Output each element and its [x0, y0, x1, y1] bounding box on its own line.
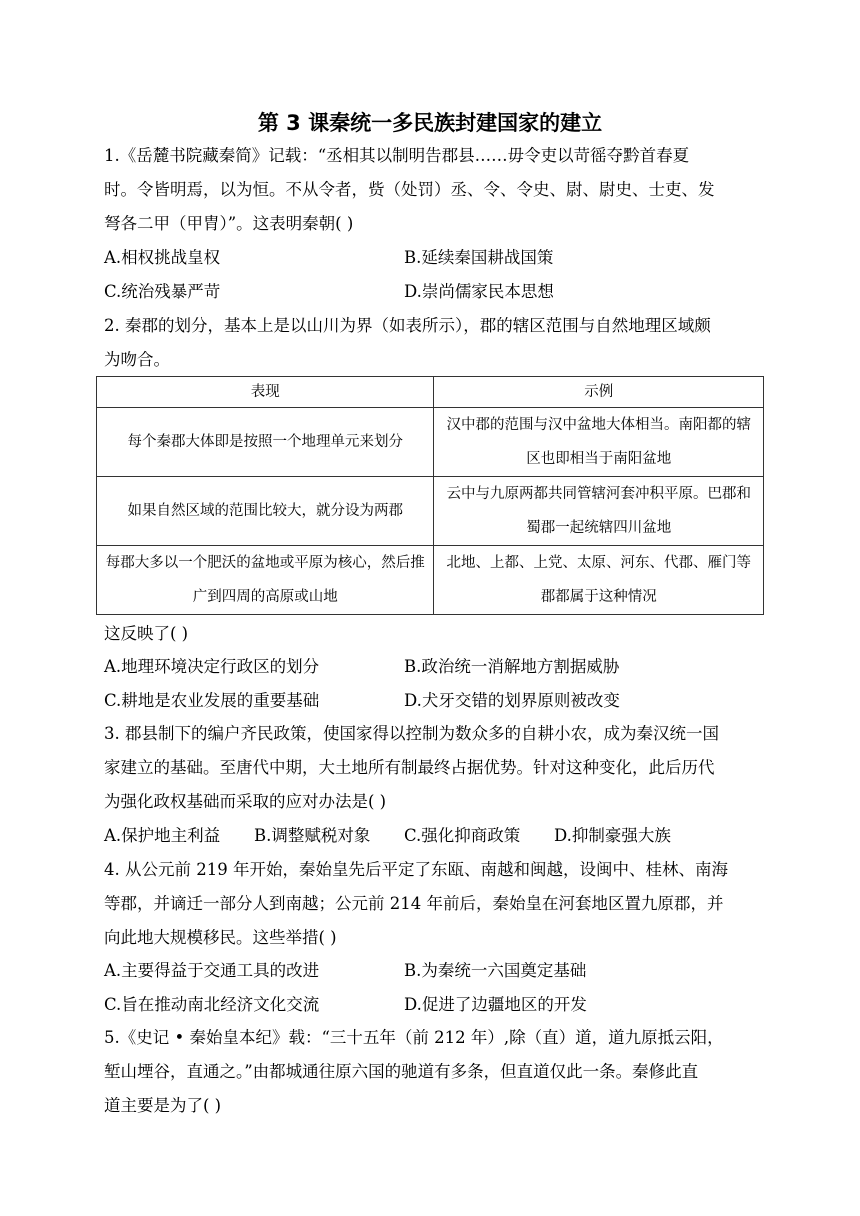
table-cell: 每郡大多以一个肥沃的盆地或平原为核心，然后推广到四周的高原或山地 [97, 546, 434, 615]
q2-option-c: C.耕地是农业发展的重要基础 [104, 691, 320, 710]
q2-line-2: 为吻合。 [104, 350, 170, 369]
q3-line-2: 家建立的基础。至唐代中期，大土地所有制最终占据优势。针对这种变化，此后历代 [104, 758, 715, 777]
table-header-cell: 表现 [97, 377, 434, 408]
q1-option-d: D.崇尚儒家民本思想 [404, 282, 554, 301]
table-cell: 每个秦郡大体即是按照一个地理单元来划分 [97, 408, 434, 477]
page-title: 第 3 课秦统一多民族封建国家的建立 [257, 111, 603, 135]
q2-table [96, 376, 764, 615]
q1-line-3: 弩各二甲（甲胄）”。这表明秦朝( ) [104, 214, 354, 233]
q4-option-c: C.旨在推动南北经济文化交流 [104, 995, 320, 1014]
q2-option-a: A.地理环境决定行政区的划分 [104, 657, 320, 676]
q4-line-1: 4. 从公元前 219 年开始，秦始皇先后平定了东瓯、南越和闽越，设闽中、桂林、南海 [104, 860, 728, 879]
table-cell: 北地、上都、上党、太原、河东、代郡、雁门等郡都属于这种情况 [434, 546, 764, 615]
q3-line-1: 3. 郡县制下的编户齐民政策，使国家得以控制为数众多的自耕小农，成为秦汉统一国 [104, 724, 719, 743]
q5-line-1: 5.《史记 • 秦始皇本纪》载：“三十五年（前 212 年）,除（直）道，道九原抵云阳， [104, 1028, 724, 1047]
table-cell: 如果自然区域的范围比较大，就分设为两郡 [97, 477, 434, 546]
table-cell: 云中与九原两都共同管辖河套冲积平原。巴郡和蜀郡一起统辖四川盆地 [434, 477, 764, 546]
q1-option-b: B.延续秦国耕战国策 [404, 248, 554, 267]
q3-option-d: D.抑制豪强大族 [554, 826, 671, 845]
q1-line-2: 时。令皆明焉，以为恒。不从令者，赀（处罚）丞、令、令史、尉、尉史、士吏、发 [104, 180, 715, 199]
q2-line-1: 2. 秦郡的划分，基本上是以山川为界（如表所示），郡的辖区范围与自然地理区域颇 [104, 316, 711, 335]
q4-line-2: 等郡，并谪迁一部分人到南越；公元前 214 年前后，秦始皇在河套地区置九原郡，并 [104, 894, 724, 913]
q2-option-d: D.犬牙交错的划界原则被改变 [404, 691, 620, 710]
q1-line-1: 1.《岳麓书院藏秦简》记载：“丞相其以制明告郡县……毋令吏以苛徭夺黔首春夏 [104, 146, 690, 165]
q3-option-b: B.调整赋税对象 [254, 826, 371, 845]
q2-option-b: B.政治统一消解地方割据威胁 [404, 657, 620, 676]
q5-line-3: 道主要是为了( ) [104, 1096, 222, 1115]
q4-option-d: D.促进了边疆地区的开发 [404, 995, 587, 1014]
q3-line-3: 为强化政权基础而采取的应对办法是( ) [104, 792, 387, 811]
q3-option-a: A.保护地主利益 [104, 826, 221, 845]
table-row [97, 477, 764, 546]
q1-option-c: C.统治残暴严苛 [104, 282, 221, 301]
q4-option-a: A.主要得益于交通工具的改进 [104, 961, 320, 980]
table-header-row [97, 377, 764, 408]
q2-after-text: 这反映了( ) [104, 624, 189, 643]
table-cell: 汉中郡的范围与汉中盆地大体相当。南阳都的辖区也即相当于南阳盆地 [434, 408, 764, 477]
q5-line-2: 堑山堙谷，直通之。”由都城通往原六国的驰道有多条，但直道仅此一条。秦修此直 [104, 1062, 699, 1081]
q4-option-b: B.为秦统一六国奠定基础 [404, 961, 587, 980]
q3-option-c: C.强化抑商政策 [404, 826, 521, 845]
table-row [97, 546, 764, 615]
table-row [97, 408, 764, 477]
table-header-cell: 示例 [434, 377, 764, 408]
q4-line-3: 向此地大规模移民。这些举措( ) [104, 928, 337, 947]
q1-option-a: A.相权挑战皇权 [104, 248, 221, 267]
